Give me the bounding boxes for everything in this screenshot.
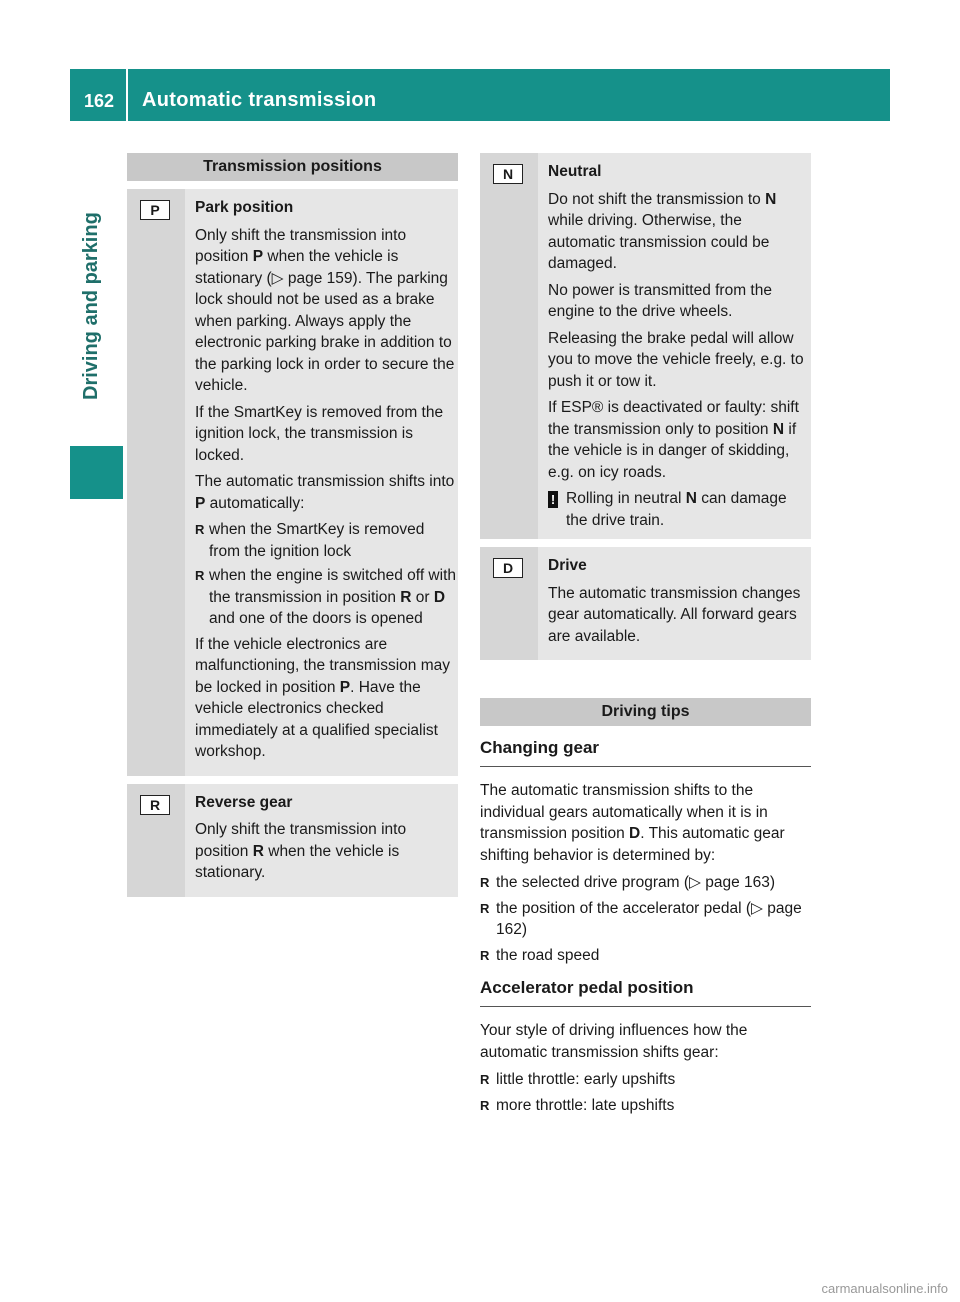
gear-p-icon: P (140, 200, 170, 220)
subheading-changing-gear: Changing gear (480, 738, 811, 767)
neutral-heading: Neutral (548, 163, 602, 180)
neutral-text-1: Do not shift the transmission to N while driving. Otherwise, the automatic transmission could be damaged. (548, 190, 777, 272)
reverse-heading: Reverse gear (195, 793, 293, 811)
right-column (480, 153, 811, 1126)
left-column (127, 153, 458, 905)
accelerator-list (480, 1069, 811, 1116)
list-item: R the selected drive program (▷ page 163) (480, 872, 811, 894)
list-item: R when the engine is switched off with the transmission in position R or D and one of the doors is opened (195, 565, 458, 630)
header-divider (126, 69, 128, 121)
reverse-text: Only shift the transmission into position R when the vehicle is stationary. (195, 821, 407, 881)
changing-gear-text: The automatic transmission shifts to the individual gears automatically when it is in transmission position D. This automatic gear shifting behavior is determined by: (480, 782, 785, 864)
page-title: Automatic transmission (142, 89, 377, 111)
park-heading: Park position (195, 199, 294, 216)
table-row-park (127, 189, 458, 776)
warning-text: Rolling in neutral N can damage the drive train. (566, 490, 787, 529)
list-item: R more throttle: late upshifts (480, 1095, 811, 1117)
changing-gear-list (480, 872, 811, 966)
accelerator-text: Your style of driving influences how the automatic transmission shifts gear: (480, 1022, 748, 1061)
neutral-text-2: No power is transmitted from the engine to the drive wheels. (548, 281, 772, 320)
warning-icon: ! (548, 491, 558, 508)
section-title-driving-tips: Driving tips (480, 698, 811, 726)
park-text-1: Only shift the transmission into position P when the vehicle is stationary (▷ page 159). The parking lock should not be used as a brake when parking. Always apply the electronic parking brake in addition to the parking lock in order to secure the vehicle. (195, 226, 455, 394)
drive-heading: Drive (548, 557, 587, 574)
drive-text: The automatic transmission changes gear automatically. All forward gears are available. (548, 584, 801, 645)
gear-r-icon: R (140, 795, 170, 815)
neutral-text-3: Releasing the brake pedal will allow you to move the vehicle freely, e.g. to push it or tow it. (548, 329, 804, 390)
chapter-marker (70, 446, 123, 499)
list-item: R the position of the accelerator pedal (▷ page 162) (480, 898, 811, 941)
gear-n-icon: N (493, 164, 523, 184)
subheading-accelerator: Accelerator pedal position (480, 978, 811, 1007)
list-item: R when the SmartKey is removed from the ignition lock (195, 519, 458, 562)
table-row-reverse (127, 784, 458, 897)
chapter-side-label: Driving and parking (80, 212, 102, 400)
table-title: Transmission positions (127, 153, 458, 181)
warning-note (548, 488, 811, 531)
page-header (70, 69, 890, 121)
watermark: carmanualsonline.info (821, 1281, 948, 1296)
list-item: R little throttle: early upshifts (480, 1069, 811, 1091)
neutral-text-4: If ESP® is deactivated or faulty: shift the transmission only to position N if the vehicle is in danger of skidding, e.g. on icy roads. (548, 399, 799, 481)
gear-d-icon: D (493, 558, 523, 578)
table-row-neutral (480, 153, 811, 539)
park-text-2: If the SmartKey is removed from the ignition lock, the transmission is locked. (195, 403, 444, 464)
page-number: 162 (84, 91, 115, 111)
list-item: R the road speed (480, 945, 811, 967)
park-text-4: If the vehicle electronics are malfunctioning, the transmission may be locked in position P. Have the vehicle electronics checked immediately at a qualified specialist workshop. (195, 635, 451, 760)
park-bullets (195, 519, 458, 630)
park-text-3: The automatic transmission shifts into P automatically: (195, 473, 455, 512)
table-row-drive (480, 547, 811, 660)
